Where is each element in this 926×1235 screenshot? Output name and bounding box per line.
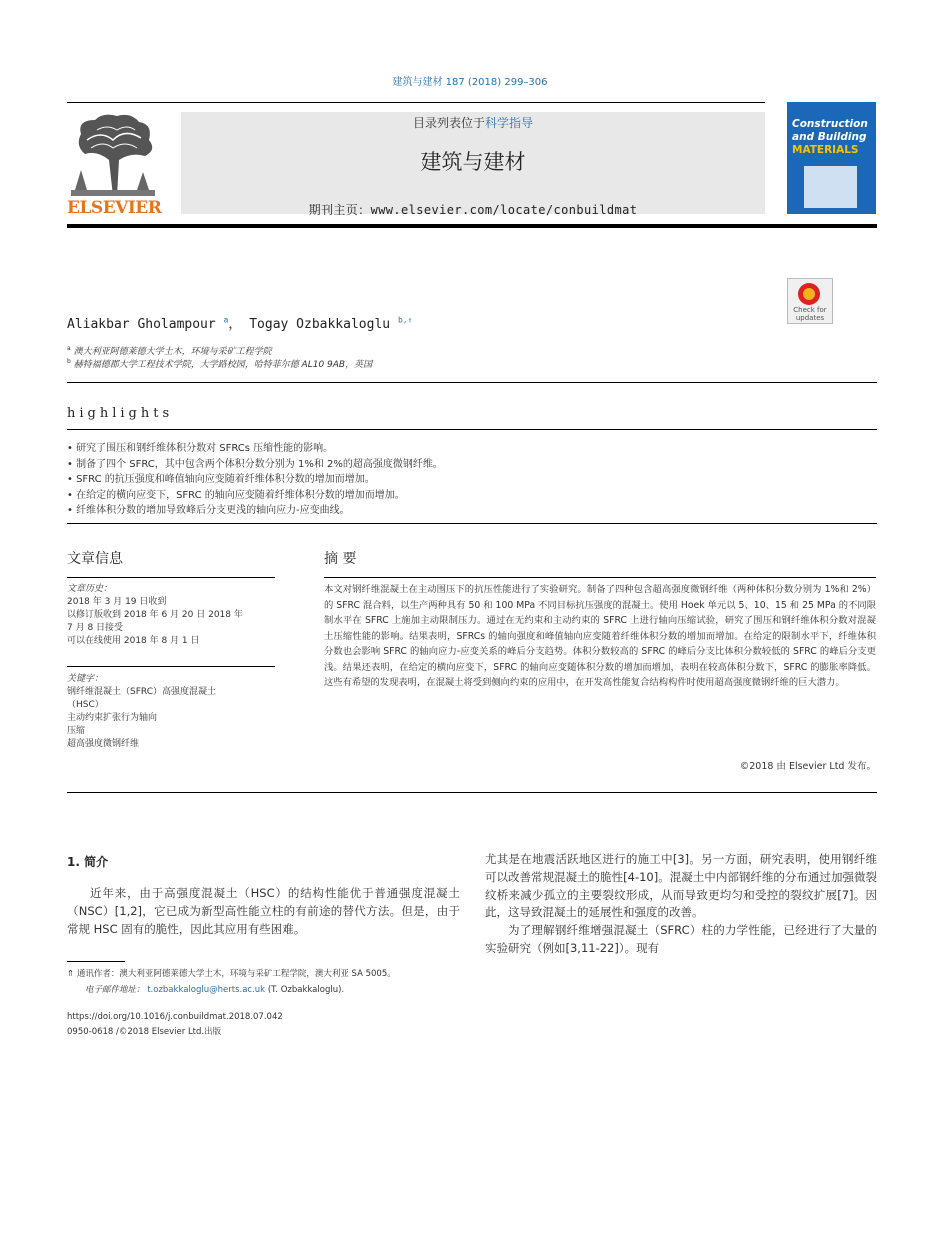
history-entry: 以修订版收到 2018 年 6 月 20 日 2018 年 <box>67 610 243 620</box>
section-rule <box>67 382 877 383</box>
email-label: 电子邮件地址： <box>85 985 145 995</box>
author-name[interactable]: Aliakbar Gholampour <box>67 317 216 332</box>
intro-paragraph: 尤其是在地震活跃地区进行的施工中[3]。另一方面，研究表明，使用钢纤维可以改善常规混凝土的脆性[4-10]。混凝土中内部钢纤维的分布通过加强微裂纹桥来减少孤立的主要裂纹形成，从而导致更均匀和受控的裂纹扩展[7]。因此，这导致混凝土的延展性和强度的改善。 <box>485 852 877 920</box>
highlights-list <box>67 441 877 519</box>
highlights-heading: highlights <box>67 406 174 421</box>
highlight-item: • 纤维体积分数的增加导致峰后分支更浅的轴向应力-应变曲线。 <box>67 503 877 519</box>
toc-prefix: 目录列表位于 <box>412 116 485 130</box>
author-line <box>67 313 412 332</box>
issn-line: 0950-0618 /©2018 Elsevier Ltd.出版 <box>67 1027 222 1037</box>
footnote-rule <box>67 961 125 962</box>
author-name[interactable]: Togay Ozbakkaloglu <box>249 317 391 332</box>
keyword[interactable]: 钢纤维混凝土（SFRC）高强度混凝土 <box>67 687 216 697</box>
affiliation-marker: a <box>67 345 71 352</box>
abstract-copyright: ©2018 由 Elsevier Ltd 发布。 <box>739 761 876 772</box>
abstract-rule <box>324 577 876 578</box>
journal-cover[interactable] <box>787 102 876 214</box>
section-rule <box>67 429 877 430</box>
journal-citation[interactable]: 建筑与建材 187 (2018) 299–306 <box>392 77 548 88</box>
highlight-item: • SFRC 的抗压强度和峰值轴向应变随着纤维体积分数的增加而增加。 <box>67 472 877 488</box>
email-owner: (T. Ozbakkaloglu). <box>267 985 345 995</box>
check-for-updates-badge[interactable] <box>787 278 833 324</box>
keyword[interactable]: 超高强度微钢纤维 <box>67 739 140 749</box>
history-entry: 可以在线使用 2018 年 8 月 1 日 <box>67 636 200 646</box>
abstract-text: 本文对钢纤维混凝土在主动围压下的抗压性能进行了实验研究。制备了四种包含超高强度微钢纤维（两种体积分数分别为 1%和 2%）的 SFRC 混合料，以生产两种具有 50 和 100 MPa 不同目标抗压强度的混凝土。使用 Hoek 单元以 5、10、15 和 25 MPa 的不同限制水平在 SFRC 上施加主动限制压力。通过在无约束和主动约束的 SFRC 上进行轴向压缩试验，研究了围压和钢纤维体积分数对混凝土压缩性能的影响。结果表明，SFRCs 的轴向强度和峰值轴向应变随着纤维体积分数的增加而增加。在给定的限制水平下，纤维体积分数也会影响 SFRC 的轴向应力-应变关系的峰后分支趋势。体积分数较高的 SFRC 的峰后分支比体积分数较低的 SFRC 的峰后分支更浅。结果还表明，在给定的横向应变下，SFRC 的轴向应变随体积分数的增加而增加，表明在较高体积分数下，SFRC 的膨胀率降低。这些有希望的发现表明，在混凝土将受到侧向约束的应用中，在开发高性能复合结构构件时使用超高强度微钢纤维的巨大潜力。 <box>324 584 876 688</box>
header-thick-rule <box>67 224 877 228</box>
check-updates-label: Check for updates <box>793 306 827 322</box>
header-top-rule <box>67 102 765 103</box>
keywords <box>67 673 275 751</box>
highlight-item: • 研究了围压和钢纤维体积分数对 SFRCs 压缩性能的影响。 <box>67 441 877 457</box>
highlight-item: • 制备了四个 SFRC，其中包含两个体积分数分别为 1%和 2%的超高强度微钢纤维。 <box>67 457 877 473</box>
affiliation-marker: b <box>67 358 71 365</box>
cover-title-line: MATERIALS <box>792 144 859 156</box>
history-entry: 7 月 8 日接受 <box>67 623 124 633</box>
science-direct-link[interactable]: 科学指导 <box>485 116 534 130</box>
affiliation <box>67 357 372 370</box>
cover-title-line: and Building <box>792 131 867 143</box>
keyword[interactable]: 压缩 <box>67 726 86 736</box>
keywords-label: 关键字： <box>67 674 104 684</box>
elsevier-logo[interactable] <box>67 110 162 218</box>
affiliation-text: 赫特福德郡大学工程技术学院，大学路校园，哈特菲尔德 AL10 9AB，英国 <box>73 360 373 370</box>
toc-line <box>181 114 765 131</box>
section-rule <box>67 523 877 524</box>
author-affil-marker[interactable]: b,⇑ <box>397 315 413 325</box>
keyword[interactable]: （HSC） <box>67 700 104 710</box>
cover-title-line: Construction <box>792 118 868 130</box>
history-label: 文章历史： <box>67 584 113 594</box>
journal-homepage[interactable]: 期刊主页：www.elsevier.com/locate/conbuildmat <box>308 203 638 217</box>
intro-paragraph: 近年来，由于高强度混凝土（HSC）的结构性能优于普通强度混凝土（NSC）[1,2]，它已成为新型高性能立柱的有前途的替代方法。但是，由于常规 HSC 固有的脆性，因此其应用有些困难。 <box>67 886 460 936</box>
article-info-rule <box>67 666 275 667</box>
check-updates-icon <box>798 283 820 305</box>
elsevier-wordmark: ELSEVIER <box>67 198 162 218</box>
abstract-heading: 摘 要 <box>324 551 357 567</box>
cover-title <box>792 118 868 157</box>
affiliation-text: 澳大利亚阿德莱德大学土木，环境与采矿工程学院 <box>73 347 272 357</box>
journal-banner <box>181 112 765 217</box>
author-separator: ， <box>228 317 242 332</box>
author-affil-marker[interactable]: a <box>223 315 229 325</box>
highlight-item: • 在给定的横向应变下，SFRC 的轴向应变随着纤维体积分数的增加而增加。 <box>67 488 877 504</box>
email-link[interactable]: t.ozbakkaloglu@herts.ac.uk <box>147 985 266 995</box>
email-note <box>85 983 344 995</box>
journal-name: 建筑与建材 <box>420 150 526 174</box>
cover-inner-panel <box>804 166 857 208</box>
keyword[interactable]: 主动约束扩张行为轴向 <box>67 713 158 723</box>
section-rule <box>67 792 877 793</box>
intro-paragraph: 为了理解钢纤维增强混凝土（SFRC）柱的力学性能，已经进行了大量的实验研究（例如[3,11-22]）。现有 <box>485 923 877 955</box>
elsevier-tree-icon <box>67 110 159 198</box>
doi-link[interactable]: https://doi.org/10.1016/j.conbuildmat.2018.07.042 <box>67 1012 283 1022</box>
corresponding-author-note: ⇑ 通讯作者：澳大利亚阿德莱德大学土木，环境与采矿工程学院，澳大利亚 SA 5005。 <box>67 969 396 979</box>
history-entry: 2018 年 3 月 19 日收到 <box>67 597 167 607</box>
article-history <box>67 583 275 648</box>
introduction-heading: 1. 简介 <box>67 855 109 869</box>
article-info-heading: 文章信息 <box>67 551 123 567</box>
article-info-rule <box>67 577 275 578</box>
affiliation <box>67 344 272 357</box>
